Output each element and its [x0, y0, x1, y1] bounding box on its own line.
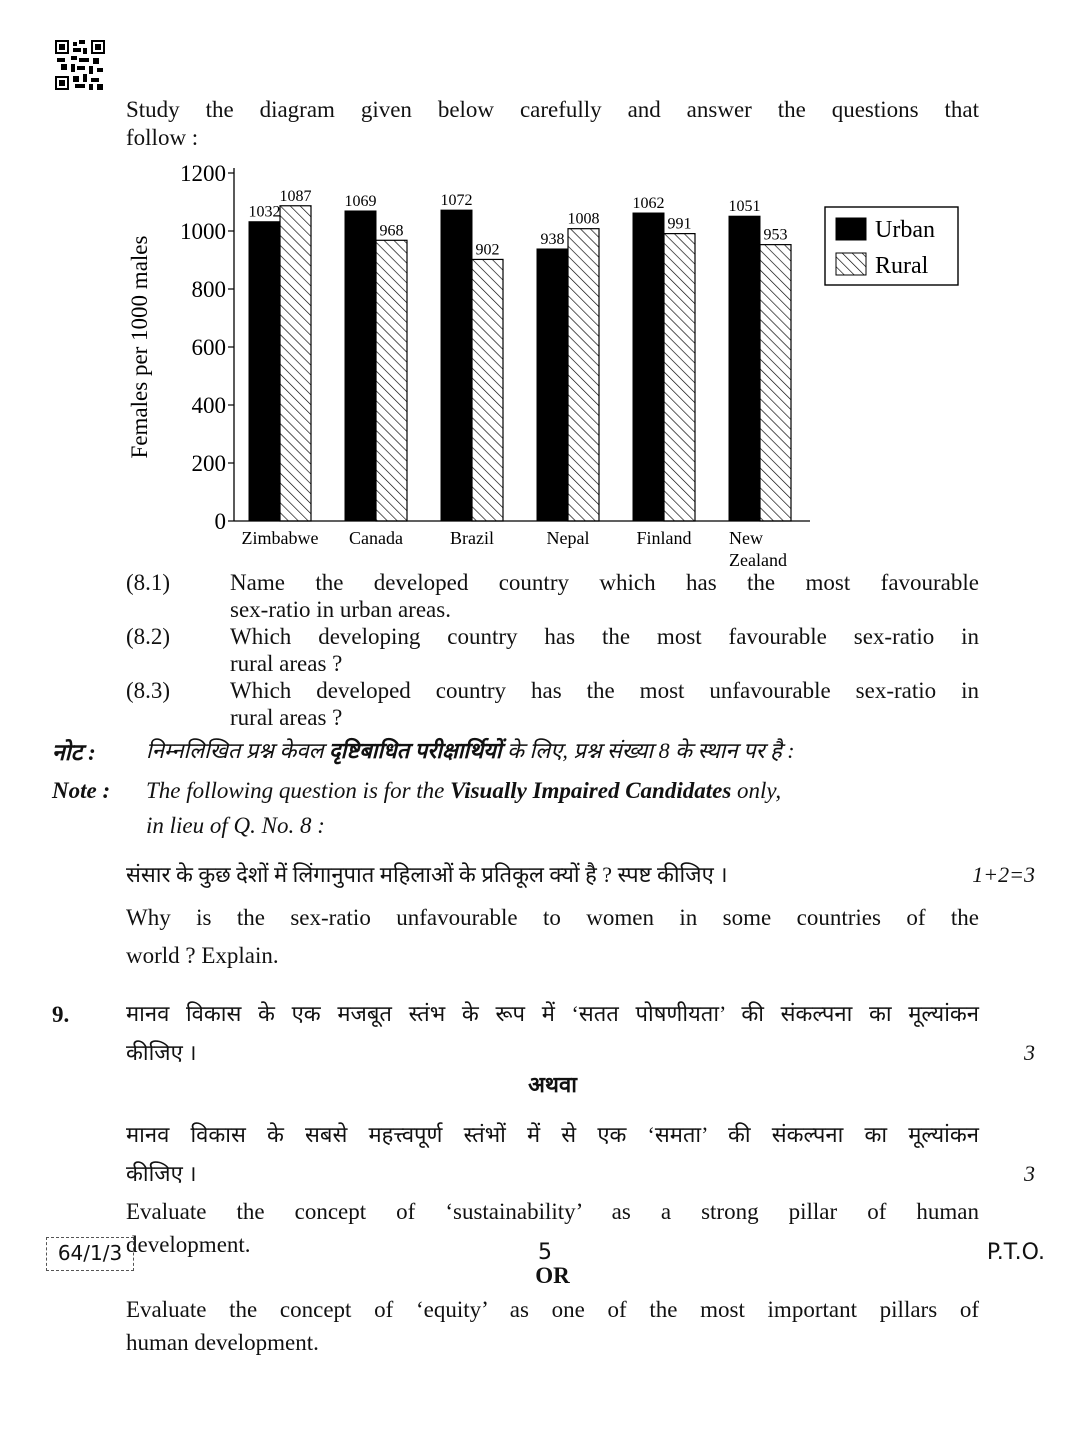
q9-hindi-b-line-2: कीजिए ।	[126, 1161, 197, 1186]
q9-hindi-a-line-1: मानव विकास के एक मजबूत स्तंभ के रूप में ‘सतत पोषणीयता’ की संकल्पना का मूल्यांकन	[126, 1001, 979, 1026]
question-8-3-line-1: Which developed country has the most unfavourable sex-ratio in	[230, 678, 979, 703]
bar-rural-zimbabwe	[280, 206, 311, 521]
vi-question-english-line-1: Why is the sex-ratio unfavourable to women in some countries of the	[126, 905, 979, 930]
bar-rural-brazil	[472, 259, 503, 521]
question-8-2-number: (8.2)	[126, 624, 171, 649]
y-tick-label: 400	[191, 393, 226, 418]
y-tick-label: 1200	[180, 161, 226, 186]
data-label-urban: 1069	[344, 192, 377, 210]
intro-line-1: Study the diagram given below carefully and answer the questions that	[126, 97, 979, 122]
legend-swatch-urban	[836, 218, 866, 240]
data-label-rural: 953	[763, 226, 788, 244]
vi-question-hindi: संसार के कुछ देशों में लिंगानुपात महिलाओं के प्रतिकूल क्यों है ? स्पष्ट कीजिए ।	[126, 862, 728, 887]
y-tick-label: 600	[191, 335, 226, 360]
data-label-urban: 1032	[248, 203, 281, 221]
data-label-urban: 938	[540, 230, 565, 248]
q9-english-b-line-2: human development.	[126, 1330, 319, 1355]
data-label-rural: 991	[667, 215, 692, 233]
data-label-rural: 1008	[567, 210, 600, 228]
question-9-number: 9.	[52, 1002, 70, 1027]
data-label-urban: 1072	[440, 192, 473, 210]
data-label-rural: 1087	[279, 187, 312, 205]
note-english-label: Note :	[52, 778, 111, 803]
q9-english-a-line-2: development.	[126, 1232, 251, 1257]
category-label: Brazil	[450, 528, 494, 548]
note-hindi-label: नोट :	[52, 740, 96, 765]
legend-label-rural: Rural	[875, 253, 929, 279]
q9-or-hindi: अथवा	[528, 1072, 577, 1097]
page-number: 5	[538, 1240, 552, 1265]
question-8-2-line-2: rural areas ?	[230, 651, 343, 676]
question-8-2-line-1: Which developing country has the most favourable sex-ratio in	[230, 624, 979, 649]
paper-code: 64/1/3	[46, 1237, 134, 1271]
intro-line-2: follow :	[126, 125, 199, 150]
question-8-3-number: (8.3)	[126, 678, 171, 703]
y-tick-label: 800	[191, 277, 226, 302]
data-label-urban: 1051	[728, 198, 761, 216]
y-axis-label: Females per 1000 males	[127, 235, 152, 459]
q9-english-a-line-1: Evaluate the concept of ‘sustainability’ as a strong pillar of human	[126, 1199, 979, 1224]
data-label-rural: 968	[379, 222, 404, 240]
category-label: Zealand	[729, 550, 787, 570]
category-label: Finland	[636, 528, 692, 548]
q9-or-english: OR	[535, 1263, 570, 1288]
category-label: Zimbabwe	[241, 528, 319, 548]
bar-urban-finland	[633, 213, 664, 521]
bar-urban-zimbabwe	[249, 222, 280, 521]
bar-rural-nepal	[568, 229, 599, 521]
data-label-rural: 902	[475, 241, 500, 259]
qr-code-icon	[55, 40, 105, 90]
data-label-urban: 1062	[632, 195, 665, 213]
category-label: Nepal	[546, 528, 590, 548]
bar-rural-new-zealand	[760, 245, 791, 521]
y-tick-label: 0	[214, 509, 226, 534]
bar-urban-new-zealand	[729, 216, 760, 521]
y-tick-label: 200	[191, 451, 226, 476]
q9-hindi-a-line-2: कीजिए ।	[126, 1040, 197, 1065]
note-hindi-text: निम्नलिखित प्रश्न केवल दृष्टिबाधित परीक्षार्थियों के लिए, प्रश्न संख्या 8 के स्थान पर है :	[146, 738, 795, 763]
sex-ratio-bar-chart	[120, 155, 970, 575]
note-english-text: The following question is for the Visually Impaired Candidates only,	[146, 778, 782, 803]
category-label: Canada	[349, 528, 403, 548]
category-label: New	[729, 528, 763, 548]
y-tick-label: 1000	[180, 219, 226, 244]
legend-label-urban: Urban	[875, 217, 935, 243]
q9-english-b-line-1: Evaluate the concept of ‘equity’ as one of the most important pillars of	[126, 1297, 979, 1322]
question-8-3-line-2: rural areas ?	[230, 705, 343, 730]
bar-urban-canada	[345, 211, 376, 521]
q9-marks-b: 3	[1024, 1161, 1035, 1186]
bar-rural-canada	[376, 240, 407, 521]
bar-urban-nepal	[537, 249, 568, 521]
question-8-1-line-1: Name the developed country which has the most favourable	[230, 570, 979, 595]
bar-urban-brazil	[441, 210, 472, 521]
vi-question-english-line-2: world ? Explain.	[126, 943, 279, 968]
legend-swatch-rural	[836, 253, 866, 275]
q9-hindi-b-line-1: मानव विकास के सबसे महत्त्वपूर्ण स्तंभों में से एक ‘समता’ की संकल्पना का मूल्यांकन	[126, 1122, 979, 1147]
bar-rural-finland	[664, 234, 695, 521]
pto-label: P.T.O.	[986, 1240, 1045, 1265]
note-english-line-2: in lieu of Q. No. 8 :	[146, 813, 325, 838]
question-8-1-number: (8.1)	[126, 570, 171, 595]
question-8-1-line-2: sex-ratio in urban areas.	[230, 597, 451, 622]
q9-marks-a: 3	[1024, 1040, 1035, 1065]
vi-question-marks: 1+2=3	[972, 862, 1035, 887]
